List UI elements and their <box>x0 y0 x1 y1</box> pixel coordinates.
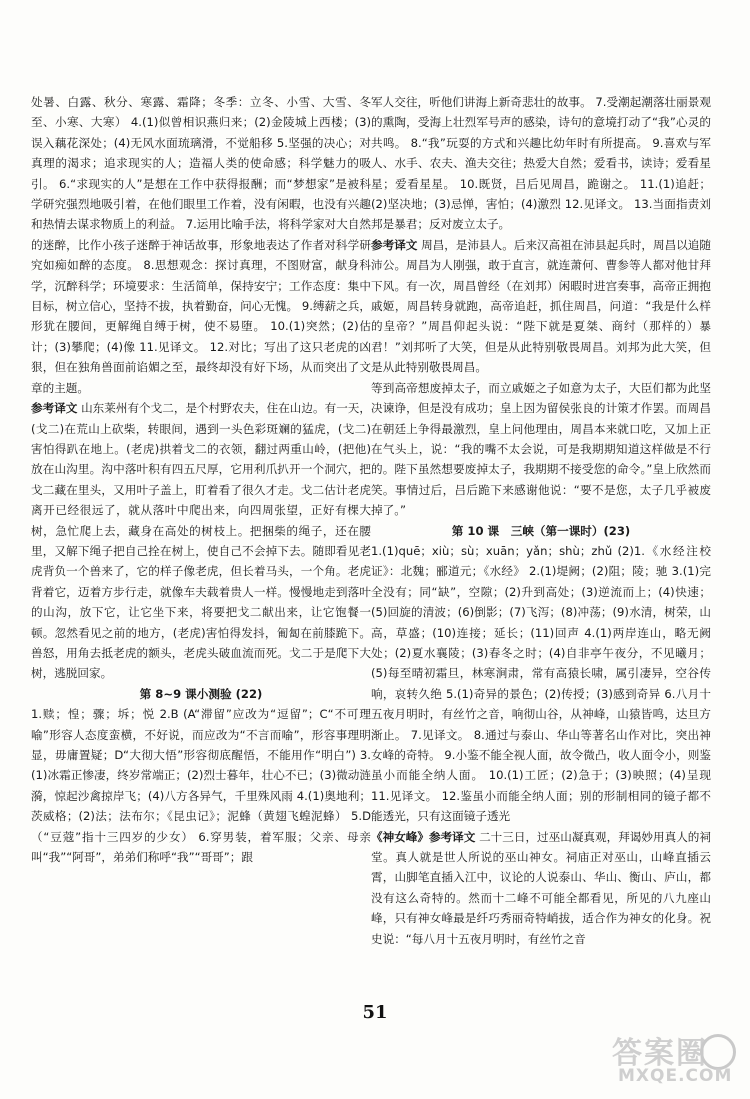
watermark-glyphs: 答案圈 <box>612 1036 708 1071</box>
reference-text: 二十三日，过巫山凝真观，拜谒妙用真人的祠堂。真人就是世人所说的巫山神女。祠庙正对巫山，山峰直插云霄，山脚笔直插入江中，议论的人说泰山、华山、衡山、庐山，都没有这么奇特的。然而十二峰不可能全都看见，所见的八九座山峰，只有神女峰最是纤巧秀丽奇特峭拔，适合作为神女的化身。祝史说：“每八月十五夜月明时，有丝竹之音 <box>371 829 711 946</box>
watermark-url: MXQE.COM <box>618 1066 733 1086</box>
reference-label: 《神女峰》参考译文 <box>371 829 476 844</box>
right-column <box>371 92 711 949</box>
reference-translation-gezer <box>31 398 371 684</box>
watermark-ring-icon <box>700 1034 736 1070</box>
reference-translation-shennvfeng <box>371 827 711 949</box>
reference-text: 周昌，是沛县人。后来汉高祖在沛县起兵时，周昌以追随沛公。周昌为人刚强，敢于直言，就连萧何、曹参等人都对他甘拜下风。有一次，周昌曾经（在刘邦）闲暇时进宫奏事，高帝正拥抱戚姬，周昌转身就跑，高帝追赶，抓住周昌，问道：“我是什么样的皇帝？”周昌仰起头说：“陛下就是夏桀、商纣（那样的）暴君！”刘邦听了大笑，但是从此特别敬畏周昌。刘邦为此大笑，但是从此特别敬畏周昌。 <box>371 237 711 375</box>
section-title-lesson-10: 第 10 课 三峡（第一课时）(23) <box>451 523 631 538</box>
reference-translation-zhouchang <box>371 235 711 378</box>
watermark-logo <box>612 1028 740 1092</box>
reference-label: 参考译文 <box>31 401 78 416</box>
left-column <box>31 92 371 867</box>
answers-paragraph-continued: 军人交往，听他们讲海上新奇悲壮的故事。 7.受潮起潮落壮丽景观的熏陶，受海上壮烈军号声的感染，诗句的意境打动了“我”心灵的共鸣。 8.“我”玩耍的方式和兴趣比幼年时有所提高。 9.喜欢与军人、水手、农夫、渔夫交往；热爱大自然；爱看书，读诗；爱看星星；爱看星星。 10.既贤，吕后见周昌，跪谢之。 11.(1)追赶；(2)坚决地；(3)忌惮，害怕；(4)激烈 12.见译文。 13.当面指责刘邦是暴君；反对废立太子。 <box>371 95 711 232</box>
reference-label: 参考译文 <box>371 237 418 252</box>
page-number: 51 <box>362 1002 388 1023</box>
reference-text: 山东莱州有个戈二，是个村野农夫，住在山边。有一天，(戈二)在荒山上砍柴，转眼间，遇到一头色彩斑斓的猛虎，(戈二)害怕得趴在地上。(老虎)拱着戈二的衣领，翻过两重山岭，(把他)放在山沟里。沟中落叶积有四五尺厚，它用利爪扒开一个洞穴，把戈二藏在里头，又用叶子盖上，盯着看了很久才走。戈二估计老虎离开已经很远了，就从落叶中爬出来，向四周张望，正好有棵大树，急忙爬上去，藏身在高处的树枝上。把捆柴的绳子，还在腰里，又解下绳子把自己拴在树上，使自己不会掉下去。随即看见老虎背负一个兽来了，它的样子像老虎，但长着马头，一个角。老虎背着它，迈着方步行走，就像车夫载着贵人一样。慢慢地走到落叶的山沟，放下它，让它坐下来，将要把戈二献出来，让它饱餐一顿。忽然看见之前的地方，(老虎)害怕得发抖，匍匐在前膝跪下。兽怒，用角去抵老虎的额头，老虎头破血流而死。戈二于是爬下大树，逃脱回家。 <box>31 401 371 681</box>
reference-text-continued: 等到高帝想废掉太子，而立戚姬之子如意为太子，大臣们都为此坚决谏诤，但是没有成功；皇上因为留侯张良的计策才作罢。而周昌在朝廷上争得最激烈，皇上问他理由，周昌本来就口吃，又加上正在气头上，说：“我的嘴不太会说，可是我期期知道这样做是不行的。陛下虽然想要废掉太子，我期期不接受您的命令。”皇上欣然而笑。事情过后，吕后跪下来感谢他说：“要不是您，太子几乎被废掉了。” <box>371 380 711 518</box>
answers-paragraph: 处暑、白露、秋分、寒露、霜降；冬季：立冬、小雪、大雪、冬至、小寒、大寒） 4.(1)似曾相识燕归来；(2)金陵城上西楼；(3)误入藕花深处；(4)无风水面琉璃滑，不觉船移 5.坚强的决心；对真理的渴求；追求现实的人；造福人类的使命感；科学魅力的吸引。 6.“求现实的人”是想在工作中获得报酬；而“梦想家”是被科学研究强烈地吸引着，在他们眼里工作着，没有闲暇，也没有兴趣和热情去谋求物质上的利益。 7.运用比喻手法，将科学家对大自然的迷醉，比作小孩子迷醉于神话故事，形象地表达了作者对科学研究如痴如醉的态度。 8.思想观念：探讨真理，不图财富，献身科学，沉醉科学；环境要求：生活简单，保持安宁；工作态度：集中目标，树立信心，坚持不拔，执着勤奋，问心无愧。 9.缚薪之兵，形犹在腰间，更解绳自缚于树，使不易堕。 10.(1)突然；(2)估计；(3)攀爬；(4)像 11.见译文。 12.对比；写出了这只老虎的凶狠，但在独角兽面前谄媚之至，最终却没有好下场，从而突出了文章的主题。 <box>31 95 371 395</box>
section-title-test-8-9: 第 8~9 课小测验 (22) <box>139 686 263 701</box>
lesson-answers: 1.(1)quē；xiù；sù；xuān；yǎn；shù；zhǔ (2)1.《水经注校证》：北魏；郦道元；《水经》 2.(1)堤阙；(2)阻；陵；驰 3.(1)完全没有；同“缺”，空隙；(2)升到高处；(3)逆流而上；(4)快速；(5)回旋的清波；(6)倒影；(7)飞泻；(8)冲荡；(9)水清，树荣，山高，草盛；(10)连接；延长；(11)回声 4.(1)两岸连山，略无阙处；(2)夏水襄陵；(3)春冬之时；(4)自非亭午夜分，不见曦月；(5)每至晴初霜旦，林寒涧肃，常有高猿长啸，属引凄异，空谷传响，哀转久绝 5.(1)奇异的景色；(2)传授；(3)感到奇异 6.八月十五夜月明时，有丝竹之音，响彻山谷，从神峰，山猿皆鸣，达旦方渐止。 7.见译文。 8.通过与泰山、华山等著名山作对比，突出神女峰的奇特。 9.小鉴不能全视人面，故令微凸，收人面令小，则鉴虽小而能全纳人面。 10.(1)工匠；(2)急于；(3)映照；(4)呈现 11.见译文。 12.鉴虽小而能全纳人面；别的形制相同的镜子都不能透光，只有这面镜子透光 <box>371 543 711 824</box>
test-answers: 1.赎；惶；骤；坼；悦 2.B (A“滞留”应改为“逗留”；C“不可理喻”形容人态度蛮横，不好说，而应改为“不言而喻”，形容事理明显，毋庸置疑；D“大彻大悟”形容彻底醒悟，不能用作“明白”) 3.(1)冰霜正惨凄，终岁常端正；(2)烈士暮年，壮心不已；(3)微动涟漪，惊起沙禽掠岸飞；(4)八方各异气，千里殊风雨 4.(1)奥地利；茨威格；(2)法；法布尔；《昆虫记》；泥蜂（黄翅飞蝗泥蜂） 5.D（“豆蔻”指十三四岁的少女） 6.穿男装，着军服；父亲、母亲叫“我”“阿哥”，弟弟们称呼“我”“哥哥”；跟 <box>31 707 371 865</box>
